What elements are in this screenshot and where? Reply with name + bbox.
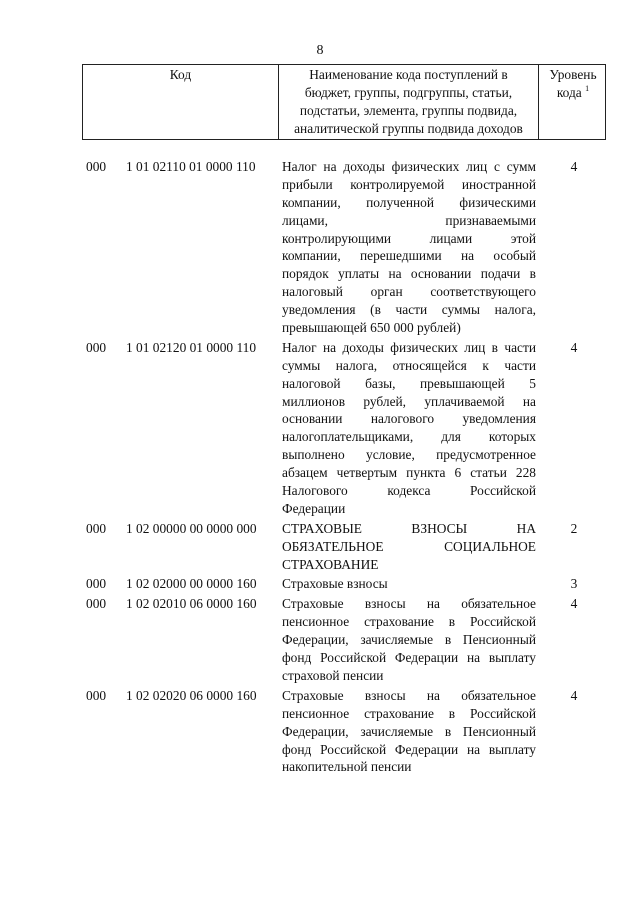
row-name-line: выполнено условие, предусмотренное (282, 447, 536, 463)
row-name-line: миллионов рублей, уплачиваемой на (282, 393, 536, 409)
row-name-line: контролирующими лицами этой (282, 230, 536, 246)
row-revenue-code: 1 02 02020 06 0000 160 (126, 687, 257, 703)
row-name (282, 687, 536, 776)
row-name (282, 339, 536, 518)
row-admin-code: 000 (86, 159, 107, 174)
row-name-line: Федерации, зачисляемые в Пенсионный (282, 723, 536, 739)
row-level: 4 (570, 596, 578, 612)
row-name-line: уведомления (в части суммы налога, (282, 302, 536, 318)
row-revenue-code: 1 01 02110 01 0000 110 (126, 159, 256, 174)
row-name-line: фонд Российской Федерации на выплату (282, 650, 536, 666)
row-name-line: порядок уплаты на основании подачи в (282, 266, 536, 282)
row-name-line: ОБЯЗАТЕЛЬНОЕ СОЦИАЛЬНОЕ (282, 538, 536, 554)
table-row (0, 575, 640, 593)
table-header (82, 64, 606, 140)
row-level: 4 (570, 339, 578, 355)
row-name-line: Налог на доходы физических лиц с сумм (282, 159, 536, 174)
row-name (282, 158, 536, 337)
row-name-line: СТРАХОВЫЕ ВЗНОСЫ НА (282, 520, 536, 536)
row-name-line: пенсионное страхование в Российской (282, 614, 536, 630)
row-name-line: налоговой базы, превышающей 5 (282, 375, 536, 391)
header-name-line: аналитической группы подвида доходов (294, 120, 523, 136)
table-body (0, 158, 640, 776)
row-name-line: СТРАХОВАНИЕ (282, 556, 379, 572)
row-name-line: прибыли контролируемой иностранной (282, 176, 536, 192)
table-row (0, 339, 640, 518)
header-code-label: Код (169, 67, 192, 82)
row-name-line: накопительной пенсии (282, 759, 412, 775)
row-revenue-code: 1 02 02000 00 0000 160 (126, 576, 257, 592)
row-name-line: налоговый орган соответствующего (282, 284, 536, 300)
header-level-footnote: 1 (585, 83, 590, 93)
row-admin-code: 000 (86, 596, 107, 612)
row-name-line: налогоплательщиками, для которых (282, 429, 536, 445)
row-admin-code: 000 (86, 520, 107, 536)
table-row (0, 687, 640, 776)
row-name-line: компании, перешедшими на особый (282, 248, 536, 264)
row-name-line: абзацем четвертым пункта 6 статьи 228 (282, 465, 536, 481)
table-row (0, 520, 640, 574)
row-revenue-code: 1 01 02120 01 0000 110 (126, 339, 257, 355)
row-name-line: лицами, признаваемыми (282, 212, 536, 228)
header-name-line: бюджет, группы, подгруппы, статьи, (304, 84, 513, 100)
row-name-line: страховой пенсии (282, 667, 384, 683)
row-admin-code: 000 (86, 576, 107, 592)
header-name-cell (279, 65, 539, 139)
row-name (282, 520, 536, 574)
row-name-line: Федерации, зачисляемые в Пенсионный (282, 632, 536, 648)
header-code-cell (83, 65, 279, 139)
row-name-line: Страховые взносы на обязательное (282, 596, 536, 612)
row-name-line: суммы налога, относящейся к части (282, 357, 536, 373)
row-revenue-code: 1 02 00000 00 0000 000 (126, 520, 257, 536)
row-name (282, 595, 536, 684)
row-name-line: Федерации (282, 500, 346, 516)
row-name-line: компании, полученной физическими (282, 194, 536, 210)
table-row (0, 595, 640, 684)
header-level-label: Уровень (549, 67, 597, 82)
page-number: 8 (316, 43, 324, 58)
row-name-line: основании налогового уведомления (282, 411, 536, 427)
header-name-line: Наименование кода поступлений в (309, 67, 508, 82)
header-name-line: подстатьи, элемента, группы подвида, (299, 102, 518, 118)
row-name-line: превышающей 650 000 рублей) (282, 320, 461, 336)
row-name-line: Налог на доходы физических лиц в части (282, 339, 536, 355)
table-row (0, 158, 640, 337)
row-level: 4 (570, 687, 578, 703)
row-admin-code: 000 (86, 339, 107, 355)
header-level-code-word: кода (556, 84, 582, 100)
row-level: 3 (570, 576, 578, 592)
row-level: 2 (570, 520, 578, 536)
row-name-line: Налогового кодекса Российской (282, 483, 536, 499)
header-level-label-2 (539, 84, 607, 102)
row-name (282, 575, 536, 593)
row-admin-code: 000 (86, 687, 107, 703)
header-level-cell (539, 65, 607, 139)
row-name-line: Страховые взносы на обязательное (282, 687, 536, 703)
row-level: 4 (570, 159, 578, 174)
row-name-line: Страховые взносы (282, 576, 388, 592)
row-name-line: пенсионное страхование в Российской (282, 705, 536, 721)
row-name-line: фонд Российской Федерации на выплату (282, 741, 536, 757)
row-revenue-code: 1 02 02010 06 0000 160 (126, 596, 257, 612)
